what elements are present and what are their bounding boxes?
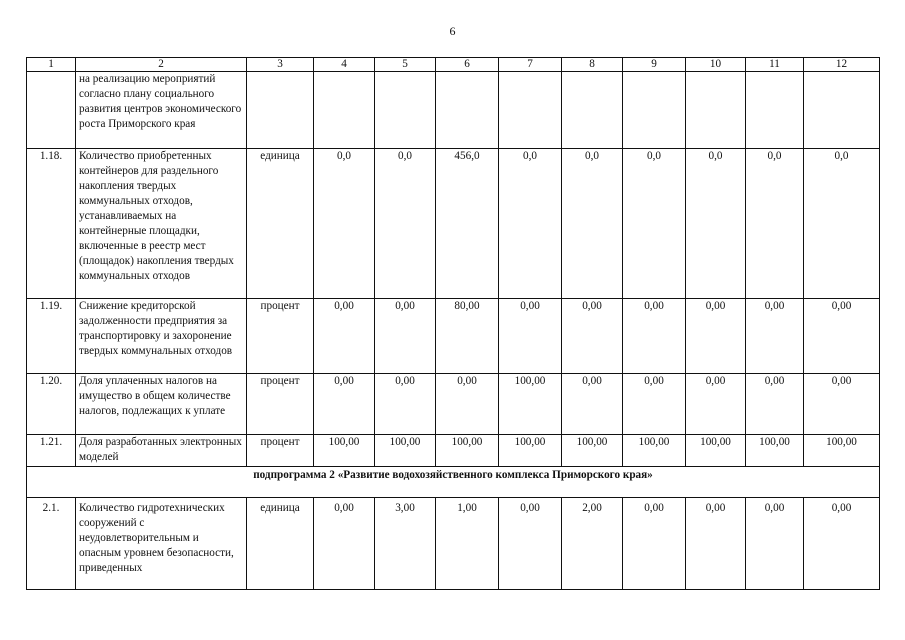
- row-number: 1.18.: [27, 149, 76, 299]
- col-header: 5: [375, 58, 436, 72]
- unit: процент: [247, 435, 314, 467]
- value-cell: 0,00: [499, 299, 562, 374]
- value-cell: [686, 72, 746, 149]
- unit: процент: [247, 374, 314, 435]
- unit: [247, 72, 314, 149]
- col-header: 2: [76, 58, 247, 72]
- value-cell: 100,00: [804, 435, 880, 467]
- value-cell: 100,00: [314, 435, 375, 467]
- col-header: 9: [623, 58, 686, 72]
- value-cell: 100,00: [562, 435, 623, 467]
- value-cell: 0,00: [562, 374, 623, 435]
- table-row: [27, 435, 880, 467]
- table-row: [27, 149, 880, 299]
- value-cell: [436, 72, 499, 149]
- value-cell: 0,0: [623, 149, 686, 299]
- value-cell: 0,00: [314, 299, 375, 374]
- header-row: [27, 58, 880, 72]
- value-cell: 0,00: [804, 299, 880, 374]
- row-number: 1.19.: [27, 299, 76, 374]
- value-cell: 0,00: [375, 374, 436, 435]
- value-cell: 0,00: [623, 299, 686, 374]
- subprogram-title: подпрограмма 2 «Развитие водохозяйственного комплекса Приморского края»: [27, 467, 880, 498]
- row-number: [27, 72, 76, 149]
- value-cell: 0,00: [804, 374, 880, 435]
- value-cell: [562, 72, 623, 149]
- value-cell: 0,0: [686, 149, 746, 299]
- value-cell: 0,00: [686, 374, 746, 435]
- value-cell: 0,00: [686, 498, 746, 590]
- value-cell: 456,0: [436, 149, 499, 299]
- value-cell: 0,00: [686, 299, 746, 374]
- subprogram-row: [27, 467, 880, 498]
- value-cell: 0,00: [804, 498, 880, 590]
- col-header: 7: [499, 58, 562, 72]
- value-cell: 0,0: [499, 149, 562, 299]
- value-cell: 0,00: [746, 498, 804, 590]
- value-cell: [499, 72, 562, 149]
- value-cell: 0,0: [314, 149, 375, 299]
- value-cell: 100,00: [499, 374, 562, 435]
- value-cell: 0,0: [746, 149, 804, 299]
- col-header: 10: [686, 58, 746, 72]
- value-cell: 0,00: [314, 498, 375, 590]
- table-row: [27, 299, 880, 374]
- value-cell: 100,00: [499, 435, 562, 467]
- col-header: 6: [436, 58, 499, 72]
- value-cell: 1,00: [436, 498, 499, 590]
- value-cell: [746, 72, 804, 149]
- indicator-name: Снижение кредиторской задолженности предприятия за транспортировку и захоронение твердых коммунальных отходов: [76, 299, 247, 374]
- value-cell: 3,00: [375, 498, 436, 590]
- value-cell: 0,00: [623, 498, 686, 590]
- value-cell: 0,0: [804, 149, 880, 299]
- value-cell: 80,00: [436, 299, 499, 374]
- value-cell: 0,0: [562, 149, 623, 299]
- value-cell: [375, 72, 436, 149]
- value-cell: [623, 72, 686, 149]
- value-cell: 0,00: [746, 299, 804, 374]
- row-number: 1.21.: [27, 435, 76, 467]
- value-cell: 0,0: [375, 149, 436, 299]
- indicator-name: на реализацию мероприятий согласно плану социального развития центров экономического роста Приморского края: [76, 72, 247, 149]
- value-cell: 100,00: [375, 435, 436, 467]
- indicators-table: [26, 57, 880, 590]
- unit: единица: [247, 149, 314, 299]
- col-header: 11: [746, 58, 804, 72]
- indicator-name: Доля уплаченных налогов на имущество в общем количестве налогов, подлежащих к уплате: [76, 374, 247, 435]
- value-cell: 100,00: [623, 435, 686, 467]
- value-cell: 0,00: [314, 374, 375, 435]
- indicator-name: Доля разработанных электронных моделей: [76, 435, 247, 467]
- table-row: [27, 374, 880, 435]
- value-cell: 2,00: [562, 498, 623, 590]
- value-cell: 0,00: [562, 299, 623, 374]
- value-cell: 100,00: [746, 435, 804, 467]
- unit: процент: [247, 299, 314, 374]
- table-row: [27, 498, 880, 590]
- value-cell: 0,00: [746, 374, 804, 435]
- indicator-name: Количество приобретенных контейнеров для раздельного накопления твердых коммунальных отходов, устанавливаемых на контейнерные площадки, включенные в реестр мест (площадок) накопления твердых коммунальных отходов: [76, 149, 247, 299]
- value-cell: 0,00: [436, 374, 499, 435]
- value-cell: [804, 72, 880, 149]
- value-cell: 0,00: [623, 374, 686, 435]
- row-number: 1.20.: [27, 374, 76, 435]
- row-number: 2.1.: [27, 498, 76, 590]
- col-header: 4: [314, 58, 375, 72]
- page-number: 6: [449, 24, 456, 38]
- col-header: 1: [27, 58, 76, 72]
- unit: единица: [247, 498, 314, 590]
- col-header: 12: [804, 58, 880, 72]
- col-header: 3: [247, 58, 314, 72]
- value-cell: [314, 72, 375, 149]
- table-row: [27, 72, 880, 149]
- indicator-name: Количество гидротехнических сооружений с неудовлетворительным и опасным уровнем безопасности, приведенных: [76, 498, 247, 590]
- value-cell: 100,00: [436, 435, 499, 467]
- value-cell: 0,00: [375, 299, 436, 374]
- col-header: 8: [562, 58, 623, 72]
- value-cell: 100,00: [686, 435, 746, 467]
- value-cell: 0,00: [499, 498, 562, 590]
